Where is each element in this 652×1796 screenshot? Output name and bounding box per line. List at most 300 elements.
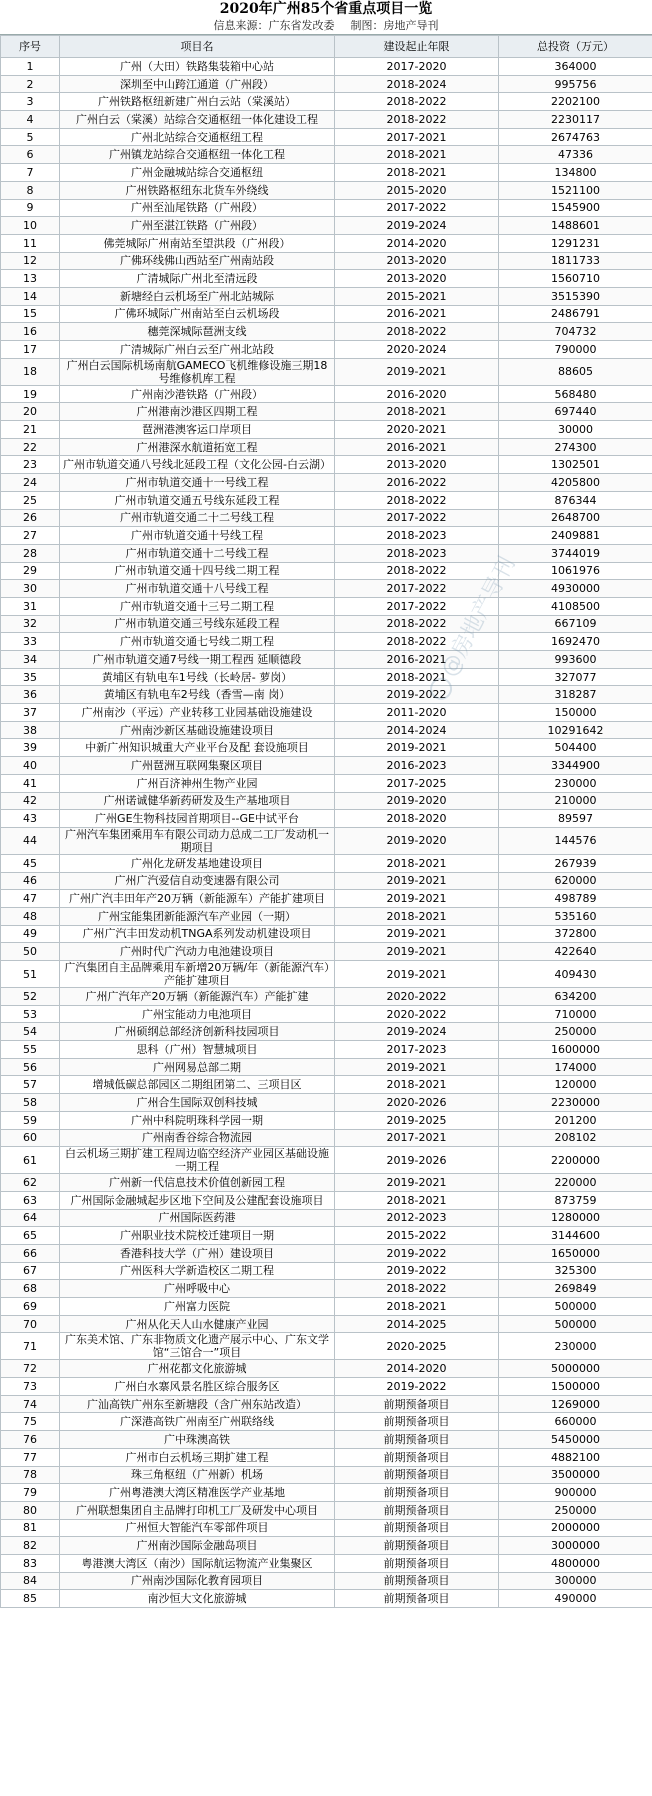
build-years-cell: 前期预备项目 xyxy=(335,1519,499,1537)
build-years-cell: 2017-2025 xyxy=(335,774,499,792)
project-name-cell: 广州时代广汽动力电池建设项目 xyxy=(60,943,335,961)
build-years-cell: 2014-2020 xyxy=(335,1360,499,1378)
table-row xyxy=(1,323,652,341)
build-years-cell: 2017-2022 xyxy=(335,580,499,598)
row-index-cell: 83 xyxy=(1,1554,60,1572)
investment-cell: 993600 xyxy=(499,651,652,669)
table-row xyxy=(1,234,652,252)
investment-cell: 269849 xyxy=(499,1280,652,1298)
project-name-cell: 广州市轨道交通八号线北延段工程（文化公园-白云湖） xyxy=(60,456,335,474)
table-row xyxy=(1,252,652,270)
investment-cell: 364000 xyxy=(499,58,652,76)
build-years-cell: 2017-2022 xyxy=(335,597,499,615)
project-name-cell: 深圳至中山跨江通道（广州段） xyxy=(60,75,335,93)
project-name-cell: 广州新一代信息技术价值创新园工程 xyxy=(60,1174,335,1192)
table-row xyxy=(1,1501,652,1519)
table-row xyxy=(1,792,652,810)
row-index-cell: 79 xyxy=(1,1484,60,1502)
build-years-cell: 2017-2020 xyxy=(335,58,499,76)
investment-cell: 2202100 xyxy=(499,93,652,111)
table-row xyxy=(1,1280,652,1298)
project-name-cell: 广州国际金融城起步区地下空间及公建配套设施项目 xyxy=(60,1191,335,1209)
investment-cell: 327077 xyxy=(499,668,652,686)
table-row xyxy=(1,164,652,182)
table-row xyxy=(1,774,652,792)
project-name-cell: 广州市轨道交通7号线一期工程西 延顺德段 xyxy=(60,651,335,669)
row-index-cell: 36 xyxy=(1,686,60,704)
project-name-cell: 增城低碳总部园区二期组团第二、三项目区 xyxy=(60,1076,335,1094)
row-index-cell: 85 xyxy=(1,1590,60,1608)
project-name-cell: 广中珠澳高铁 xyxy=(60,1431,335,1449)
row-index-cell: 72 xyxy=(1,1360,60,1378)
row-index-cell: 7 xyxy=(1,164,60,182)
row-index-cell: 81 xyxy=(1,1519,60,1537)
table-body xyxy=(1,58,652,1608)
table-row xyxy=(1,1395,652,1413)
row-index-cell: 3 xyxy=(1,93,60,111)
table-row xyxy=(1,1147,652,1174)
build-years-cell: 2019-2022 xyxy=(335,1262,499,1280)
row-index-cell: 33 xyxy=(1,633,60,651)
investment-cell: 47336 xyxy=(499,146,652,164)
project-name-cell: 广州白云（棠溪）站综合交通枢纽一体化建设工程 xyxy=(60,111,335,129)
investment-cell: 660000 xyxy=(499,1413,652,1431)
row-index-cell: 11 xyxy=(1,234,60,252)
build-years-cell: 2017-2021 xyxy=(335,1129,499,1147)
project-name-cell: 广佛环线佛山西站至广州南站段 xyxy=(60,252,335,270)
row-index-cell: 42 xyxy=(1,792,60,810)
investment-cell: 2230000 xyxy=(499,1094,652,1112)
table-row xyxy=(1,1244,652,1262)
project-name-cell: 广汕高铁广州东至新塘段（含广州东站改造） xyxy=(60,1395,335,1413)
header-block xyxy=(0,0,652,35)
page-title: 2020年广州85个省重点项目一览 xyxy=(219,1,433,17)
row-index-cell: 32 xyxy=(1,615,60,633)
build-years-cell: 2020-2021 xyxy=(335,421,499,439)
project-name-cell: 广州南沙国际金融岛项目 xyxy=(60,1537,335,1555)
table-row xyxy=(1,438,652,456)
build-years-cell: 2018-2023 xyxy=(335,527,499,545)
build-years-cell: 2018-2021 xyxy=(335,146,499,164)
project-name-cell: 广州金融城站综合交通枢纽 xyxy=(60,164,335,182)
investment-cell: 210000 xyxy=(499,792,652,810)
row-index-cell: 2 xyxy=(1,75,60,93)
table-row xyxy=(1,890,652,908)
table-row xyxy=(1,721,652,739)
project-name-cell: 广州市轨道交通七号线二期工程 xyxy=(60,633,335,651)
project-name-cell: 广州国际医药港 xyxy=(60,1209,335,1227)
table-row xyxy=(1,270,652,288)
build-years-cell: 2017-2023 xyxy=(335,1041,499,1059)
build-years-cell: 2016-2023 xyxy=(335,757,499,775)
table-row xyxy=(1,527,652,545)
investment-cell: 4800000 xyxy=(499,1554,652,1572)
table-row xyxy=(1,544,652,562)
investment-cell: 2000000 xyxy=(499,1519,652,1537)
row-index-cell: 51 xyxy=(1,961,60,988)
build-years-cell: 2019-2022 xyxy=(335,1378,499,1396)
row-index-cell: 65 xyxy=(1,1227,60,1245)
table-row xyxy=(1,1448,652,1466)
row-index-cell: 6 xyxy=(1,146,60,164)
build-years-cell: 2019-2021 xyxy=(335,739,499,757)
build-years-cell: 2019-2026 xyxy=(335,1147,499,1174)
table-row xyxy=(1,111,652,129)
project-name-cell: 广州南沙新区基础设施建设项目 xyxy=(60,721,335,739)
row-index-cell: 62 xyxy=(1,1174,60,1192)
project-name-cell: 广州市轨道交通二十二号线工程 xyxy=(60,509,335,527)
row-index-cell: 27 xyxy=(1,527,60,545)
build-years-cell: 2018-2021 xyxy=(335,907,499,925)
build-years-cell: 2018-2021 xyxy=(335,668,499,686)
table-row xyxy=(1,651,652,669)
row-index-cell: 53 xyxy=(1,1005,60,1023)
row-index-cell: 46 xyxy=(1,872,60,890)
build-years-cell: 2019-2021 xyxy=(335,890,499,908)
build-years-cell: 前期预备项目 xyxy=(335,1413,499,1431)
investment-cell: 208102 xyxy=(499,1129,652,1147)
row-index-cell: 60 xyxy=(1,1129,60,1147)
row-index-cell: 30 xyxy=(1,580,60,598)
build-years-cell: 2018-2022 xyxy=(335,111,499,129)
project-name-cell: 广州铁路枢纽新建广州白云站（棠溪站） xyxy=(60,93,335,111)
build-years-cell: 2019-2021 xyxy=(335,943,499,961)
investment-cell: 4205800 xyxy=(499,474,652,492)
build-years-cell: 2018-2022 xyxy=(335,323,499,341)
investment-cell: 5450000 xyxy=(499,1431,652,1449)
table-row xyxy=(1,1378,652,1396)
table-row xyxy=(1,474,652,492)
table-row xyxy=(1,509,652,527)
investment-cell: 1650000 xyxy=(499,1244,652,1262)
project-name-cell: 广州南香谷综合物流园 xyxy=(60,1129,335,1147)
investment-cell: 230000 xyxy=(499,1333,652,1360)
build-years-cell: 2011-2020 xyxy=(335,704,499,722)
project-name-cell: 广州白水寨风景名胜区综合服务区 xyxy=(60,1378,335,1396)
investment-cell: 5000000 xyxy=(499,1360,652,1378)
investment-cell: 790000 xyxy=(499,341,652,359)
table-row xyxy=(1,943,652,961)
investment-cell: 900000 xyxy=(499,1484,652,1502)
row-index-cell: 34 xyxy=(1,651,60,669)
investment-cell: 1811733 xyxy=(499,252,652,270)
table-row xyxy=(1,181,652,199)
table-row xyxy=(1,128,652,146)
row-index-cell: 45 xyxy=(1,854,60,872)
row-index-cell: 14 xyxy=(1,287,60,305)
project-name-cell: 广州恒大智能汽车零部件项目 xyxy=(60,1519,335,1537)
project-name-cell: 广清城际广州北至清远段 xyxy=(60,270,335,288)
row-index-cell: 18 xyxy=(1,358,60,385)
investment-cell: 174000 xyxy=(499,1058,652,1076)
project-name-cell: 广州诺诚健华新药研发及生产基地项目 xyxy=(60,792,335,810)
row-index-cell: 82 xyxy=(1,1537,60,1555)
build-years-cell: 2017-2022 xyxy=(335,509,499,527)
build-years-cell: 2018-2021 xyxy=(335,1191,499,1209)
project-name-cell: 广州市轨道交通十八号线工程 xyxy=(60,580,335,598)
table-row xyxy=(1,1466,652,1484)
table-row xyxy=(1,1315,652,1333)
table-row xyxy=(1,633,652,651)
table-row xyxy=(1,1191,652,1209)
project-name-cell: 广州市轨道交通十四号线二期工程 xyxy=(60,562,335,580)
project-name-cell: 广州广汽丰田年产20万辆（新能源车）产能扩建项目 xyxy=(60,890,335,908)
table-row xyxy=(1,925,652,943)
table-row xyxy=(1,1129,652,1147)
investment-cell: 3144600 xyxy=(499,1227,652,1245)
project-name-cell: 珠三角枢纽（广州新）机场 xyxy=(60,1466,335,1484)
project-name-cell: 广州港南沙港区四期工程 xyxy=(60,403,335,421)
investment-cell: 634200 xyxy=(499,988,652,1006)
row-index-cell: 52 xyxy=(1,988,60,1006)
project-name-cell: 广州百济神州生物产业园 xyxy=(60,774,335,792)
row-index-cell: 64 xyxy=(1,1209,60,1227)
investment-cell: 1545900 xyxy=(499,199,652,217)
investment-cell: 535160 xyxy=(499,907,652,925)
investment-cell: 1692470 xyxy=(499,633,652,651)
table-row xyxy=(1,597,652,615)
table-row xyxy=(1,686,652,704)
row-index-cell: 61 xyxy=(1,1147,60,1174)
row-index-cell: 1 xyxy=(1,58,60,76)
row-index-cell: 10 xyxy=(1,217,60,235)
build-years-cell: 前期预备项目 xyxy=(335,1554,499,1572)
table-row xyxy=(1,93,652,111)
row-index-cell: 29 xyxy=(1,562,60,580)
investment-cell: 498789 xyxy=(499,890,652,908)
project-name-cell: 广州粤港澳大湾区精准医学产业基地 xyxy=(60,1484,335,1502)
made-by-text: 制图：房地产导刊 xyxy=(350,19,439,32)
investment-cell: 704732 xyxy=(499,323,652,341)
project-name-cell: 广州广汽丰田发动机TNGA系列发动机建设项目 xyxy=(60,925,335,943)
build-years-cell: 2019-2022 xyxy=(335,686,499,704)
build-years-cell: 2016-2021 xyxy=(335,438,499,456)
watermark-text: @房地产导刊 xyxy=(436,552,521,682)
project-name-cell: 白云机场三期扩建工程周边临空经济产业园区基础设施一期工程 xyxy=(60,1147,335,1174)
project-name-cell: 穗莞深城际琶洲支线 xyxy=(60,323,335,341)
source-line xyxy=(0,19,652,34)
investment-cell: 995756 xyxy=(499,75,652,93)
investment-cell: 372800 xyxy=(499,925,652,943)
investment-cell: 873759 xyxy=(499,1191,652,1209)
row-index-cell: 59 xyxy=(1,1111,60,1129)
table-row xyxy=(1,146,652,164)
investment-cell: 1488601 xyxy=(499,217,652,235)
project-name-cell: 广清城际广州白云至广州北站段 xyxy=(60,341,335,359)
row-index-cell: 21 xyxy=(1,421,60,439)
investment-cell: 1291231 xyxy=(499,234,652,252)
project-name-cell: 广州职业技术院校迁建项目一期 xyxy=(60,1227,335,1245)
build-years-cell: 2014-2020 xyxy=(335,234,499,252)
row-index-cell: 39 xyxy=(1,739,60,757)
investment-cell: 422640 xyxy=(499,943,652,961)
investment-cell: 490000 xyxy=(499,1590,652,1608)
build-years-cell: 2018-2022 xyxy=(335,93,499,111)
investment-cell: 120000 xyxy=(499,1076,652,1094)
project-name-cell: 广州从化天人山水健康产业园 xyxy=(60,1315,335,1333)
project-name-cell: 南沙恒大文化旅游城 xyxy=(60,1590,335,1608)
row-index-cell: 48 xyxy=(1,907,60,925)
table-row xyxy=(1,739,652,757)
row-index-cell: 56 xyxy=(1,1058,60,1076)
row-index-cell: 66 xyxy=(1,1244,60,1262)
row-index-cell: 73 xyxy=(1,1378,60,1396)
table-row xyxy=(1,287,652,305)
investment-cell: 201200 xyxy=(499,1111,652,1129)
build-years-cell: 2019-2022 xyxy=(335,1244,499,1262)
build-years-cell: 2019-2024 xyxy=(335,217,499,235)
build-years-cell: 2016-2022 xyxy=(335,474,499,492)
table-row xyxy=(1,305,652,323)
table-row xyxy=(1,1360,652,1378)
table-row xyxy=(1,1041,652,1059)
build-years-cell: 前期预备项目 xyxy=(335,1484,499,1502)
build-years-cell: 2019-2021 xyxy=(335,961,499,988)
investment-cell: 318287 xyxy=(499,686,652,704)
build-years-cell: 2016-2021 xyxy=(335,305,499,323)
row-index-cell: 9 xyxy=(1,199,60,217)
investment-cell: 620000 xyxy=(499,872,652,890)
row-index-cell: 69 xyxy=(1,1298,60,1316)
investment-cell: 876344 xyxy=(499,491,652,509)
table-row xyxy=(1,827,652,854)
build-years-cell: 2019-2021 xyxy=(335,925,499,943)
row-index-cell: 24 xyxy=(1,474,60,492)
table-row xyxy=(1,1111,652,1129)
investment-cell: 2674763 xyxy=(499,128,652,146)
investment-cell: 4108500 xyxy=(499,597,652,615)
row-index-cell: 77 xyxy=(1,1448,60,1466)
project-name-cell: 广州北站综合交通枢纽工程 xyxy=(60,128,335,146)
project-name-cell: 广州汽车集团乘用车有限公司动力总成二工厂发动机一期项目 xyxy=(60,827,335,854)
build-years-cell: 2018-2020 xyxy=(335,810,499,828)
investment-cell: 144576 xyxy=(499,827,652,854)
table-row xyxy=(1,1209,652,1227)
investment-cell: 3744019 xyxy=(499,544,652,562)
investment-cell: 3344900 xyxy=(499,757,652,775)
build-years-cell: 前期预备项目 xyxy=(335,1501,499,1519)
build-years-cell: 2020-2022 xyxy=(335,988,499,1006)
build-years-cell: 2018-2024 xyxy=(335,75,499,93)
investment-cell: 2230117 xyxy=(499,111,652,129)
table-row xyxy=(1,421,652,439)
build-years-cell: 2016-2020 xyxy=(335,385,499,403)
table-row xyxy=(1,1076,652,1094)
table-row xyxy=(1,872,652,890)
build-years-cell: 2014-2025 xyxy=(335,1315,499,1333)
table-header-row xyxy=(1,36,652,58)
project-name-cell: 广州镇龙站综合交通枢纽一体化工程 xyxy=(60,146,335,164)
investment-cell: 4882100 xyxy=(499,1448,652,1466)
table-row xyxy=(1,1431,652,1449)
investment-cell: 250000 xyxy=(499,1023,652,1041)
table-row xyxy=(1,58,652,76)
investment-cell: 2409881 xyxy=(499,527,652,545)
table-row xyxy=(1,1227,652,1245)
build-years-cell: 2019-2020 xyxy=(335,827,499,854)
table-row xyxy=(1,1298,652,1316)
build-years-cell: 2020-2025 xyxy=(335,1333,499,1360)
row-index-cell: 43 xyxy=(1,810,60,828)
investment-cell: 4930000 xyxy=(499,580,652,598)
investment-cell: 1560710 xyxy=(499,270,652,288)
project-name-cell: 广州化龙研发基地建设项目 xyxy=(60,854,335,872)
build-years-cell: 2017-2022 xyxy=(335,199,499,217)
project-name-cell: 广州南沙国际化教育园项目 xyxy=(60,1572,335,1590)
build-years-cell: 前期预备项目 xyxy=(335,1572,499,1590)
table-row xyxy=(1,1413,652,1431)
build-years-cell: 2013-2020 xyxy=(335,456,499,474)
project-name-cell: 新塘经白云机场至广州北站城际 xyxy=(60,287,335,305)
project-name-cell: 广州中科院明珠科学园一期 xyxy=(60,1111,335,1129)
build-years-cell: 前期预备项目 xyxy=(335,1448,499,1466)
project-name-cell: 广州市轨道交通十一号线工程 xyxy=(60,474,335,492)
project-name-cell: 思科（广州）智慧城项目 xyxy=(60,1041,335,1059)
row-index-cell: 80 xyxy=(1,1501,60,1519)
investment-cell: 300000 xyxy=(499,1572,652,1590)
project-name-cell: 广州市白云机场三期扩建工程 xyxy=(60,1448,335,1466)
investment-cell: 500000 xyxy=(499,1315,652,1333)
investment-cell: 3000000 xyxy=(499,1537,652,1555)
investment-cell: 1280000 xyxy=(499,1209,652,1227)
investment-cell: 274300 xyxy=(499,438,652,456)
table-row xyxy=(1,1484,652,1502)
row-index-cell: 8 xyxy=(1,181,60,199)
table-row xyxy=(1,615,652,633)
table-row xyxy=(1,491,652,509)
build-years-cell: 2018-2022 xyxy=(335,633,499,651)
table-row xyxy=(1,668,652,686)
project-name-cell: 广州市轨道交通五号线东延段工程 xyxy=(60,491,335,509)
table-row xyxy=(1,1572,652,1590)
row-index-cell: 17 xyxy=(1,341,60,359)
table-row xyxy=(1,1554,652,1572)
row-index-cell: 22 xyxy=(1,438,60,456)
row-index-cell: 20 xyxy=(1,403,60,421)
table-row xyxy=(1,456,652,474)
table-row xyxy=(1,1537,652,1555)
build-years-cell: 2012-2023 xyxy=(335,1209,499,1227)
project-name-cell: 广州广汽爱信自动变速器有限公司 xyxy=(60,872,335,890)
table-row xyxy=(1,341,652,359)
investment-cell: 150000 xyxy=(499,704,652,722)
table-row xyxy=(1,1094,652,1112)
investment-cell: 3500000 xyxy=(499,1466,652,1484)
table-row xyxy=(1,704,652,722)
table-row xyxy=(1,1023,652,1041)
build-years-cell: 前期预备项目 xyxy=(335,1431,499,1449)
build-years-cell: 2018-2022 xyxy=(335,562,499,580)
build-years-cell: 2018-2021 xyxy=(335,854,499,872)
investment-cell: 89597 xyxy=(499,810,652,828)
investment-cell: 409430 xyxy=(499,961,652,988)
build-years-cell: 2014-2024 xyxy=(335,721,499,739)
build-years-cell: 2018-2021 xyxy=(335,403,499,421)
table-row xyxy=(1,757,652,775)
build-years-cell: 前期预备项目 xyxy=(335,1537,499,1555)
table-row xyxy=(1,1058,652,1076)
project-name-cell: 黄埔区有轨电车2号线（香雪—南 岗） xyxy=(60,686,335,704)
row-index-cell: 41 xyxy=(1,774,60,792)
projects-table xyxy=(0,35,652,1608)
table-row xyxy=(1,580,652,598)
project-name-cell: 广州硕纲总部经济创新科技园项目 xyxy=(60,1023,335,1041)
table-row xyxy=(1,907,652,925)
investment-cell: 500000 xyxy=(499,1298,652,1316)
column-header-investment: 总投资（万元） xyxy=(499,36,652,58)
build-years-cell: 2016-2021 xyxy=(335,651,499,669)
build-years-cell: 2013-2020 xyxy=(335,270,499,288)
